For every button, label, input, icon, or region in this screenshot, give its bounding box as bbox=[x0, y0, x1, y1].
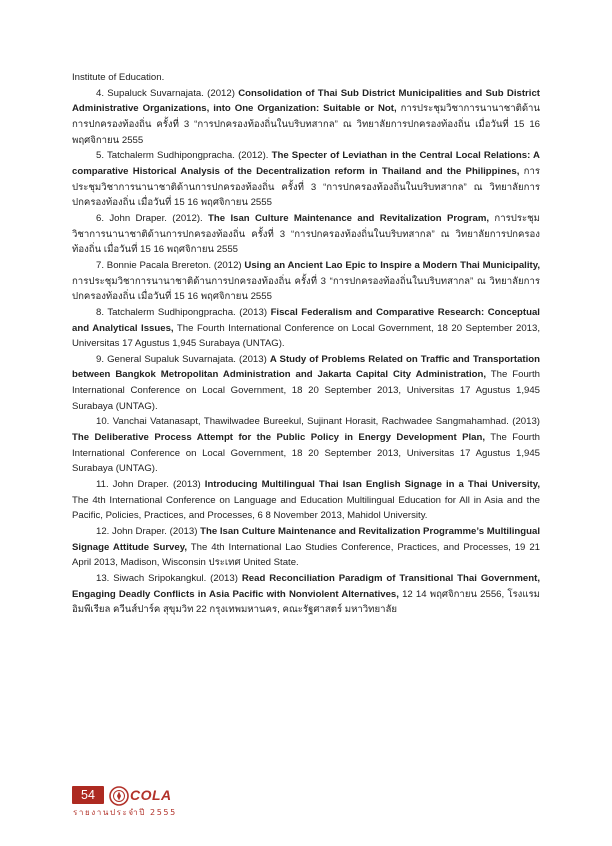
ref-venue: การประชุมวิชาการนานาชาติด้านการปกครองท้องถิ่น ครั้งที่ 3 “การปกครองท้องถิ่นในบริบทสากล” ณ วิทยาลัยการปกครองท้องถิ่น เมื่อวันที่ 15 16 พฤศจิกายน 2555 bbox=[72, 103, 540, 146]
reference-list bbox=[72, 70, 540, 618]
reference-11 bbox=[72, 477, 540, 524]
ref-venue: The Fourth International Conference on Local Government, 18 20 September 2013, Universitas 17 Agustus 1,945 Surabaya (UNTAG). bbox=[72, 322, 540, 350]
page-footer bbox=[72, 786, 232, 826]
ref-author: 12. John Draper. (2013) bbox=[96, 526, 201, 538]
ref-author: 8. Tatchalerm Sudhipongpracha. (2013) bbox=[96, 306, 271, 318]
ref-title: Using an Ancient Lao Epic to Inspire a Modern Thai Municipality, bbox=[244, 259, 540, 271]
reference-6 bbox=[72, 211, 540, 258]
ref-author: 7. Bonnie Pacala Brereton. (2012) bbox=[96, 259, 245, 271]
ref-title: Consolidation of Thai Sub District Municipalities and Sub District Administrative Organizations, into One Organization: Suitable or Not, bbox=[72, 87, 540, 115]
ref-author: 13. Siwach Sripokangkul. (2013) bbox=[96, 573, 242, 584]
ref-author: 4. Supaluck Suvarnajata. (2012) bbox=[96, 87, 239, 99]
reference-4 bbox=[72, 86, 540, 149]
ref-title: Fiscal Federalism and Comparative Research: Conceptual and Analytical Issues, bbox=[72, 306, 540, 334]
ref-title: The Isan Culture Maintenance and Revitalization Programme’s Multilingual Signage Attitude Survey, bbox=[72, 526, 541, 553]
reference-12 bbox=[72, 524, 540, 571]
ref-venue: 12 14 พฤศจิกายน 2556, โรงแรมอิมพีเรียล ควีนส์ปาร์ค สุขุมวิท 22 กรุงเทพมหานคร, คณะรัฐศาสตร์ มหาวิทยาลัย bbox=[72, 588, 540, 616]
reference-7 bbox=[72, 258, 540, 305]
reference-8 bbox=[72, 305, 540, 352]
ref-title: The Isan Culture Maintenance and Revitalization Program, bbox=[208, 212, 490, 224]
ref-author: 11. John Draper. (2013) bbox=[96, 479, 205, 491]
ref-venue: การประชุมวิชาการนานาชาติด้านการปกครองท้องถิ่น ครั้งที่ 3 “การปกครองท้องถิ่นในบริบทสากล” ณ วิทยาลัยการปกครองท้องถิ่น เมื่อวันที่ 15 16 พฤศจิกายน 2555 bbox=[72, 275, 540, 303]
ref-title: The Deliberative Process Attempt for the Public Policy in Energy Development Plan, bbox=[72, 432, 486, 444]
ref-author: 6. John Draper. (2012). bbox=[96, 212, 209, 224]
ref-title: The Specter of Leviathan in the Central Local Relations: A comparative Historical Analysis of the Decentralization reform in Thailand and the Philippines, bbox=[72, 150, 540, 177]
annual-report-label: รายงานประจำปี 2555 bbox=[73, 808, 177, 817]
reference-9 bbox=[72, 352, 540, 415]
ref-title: A Study of Problems Related on Traffic and Transportation between Bangkok Metropolitan Administration and Jakarta Capital City Administration, bbox=[72, 353, 540, 381]
ref-author: 9. General Supaluk Suvarnajata. (2013) bbox=[96, 353, 270, 365]
reference-13 bbox=[72, 571, 540, 618]
ref-author: 10. Vanchai Vatanasapt, Thawilwadee Bureekul, Sujinant Horasit, Rachwadee Sangmahamhad. (2013) bbox=[96, 416, 540, 428]
cola-logo: COLA bbox=[130, 787, 172, 803]
ref-venue: การประชุมวิชาการนานาชาติด้านการปกครองท้องถิ่น ครั้งที่ 3 “การปกครองท้องถิ่นในบริบทสากล” ณ วิทยาลัยการปกครองท้องถิ่น เมื่อวันที่ 15 16 พฤศจิกายน 2555 bbox=[72, 212, 541, 256]
page-number: 54 bbox=[72, 786, 104, 804]
lead-text: Institute of Education. bbox=[72, 72, 165, 83]
ref-title: Read Reconciliation Paradigm of Transitional Thai Government, Engaging Deadly Conflicts in Asia Pacific with Nonviolent Alternatives, bbox=[72, 573, 540, 600]
reference-10 bbox=[72, 414, 540, 477]
ref-title: Introducing Multilingual Thai Isan English Signage in a Thai University, bbox=[204, 479, 540, 491]
ref-venue: The Fourth International Conference on Local Government, 18 20 September 2013, Universitas 17 Agustus 1,945 Surabaya (UNTAG). bbox=[72, 369, 541, 412]
reference-5 bbox=[72, 148, 540, 211]
ref-author: 5. Tatchalerm Sudhipongpracha. (2012). bbox=[96, 150, 272, 162]
ref-venue: The 4th International Conference on Language and Education Multilingual Education for All in Asia and the Pacific, Policies, Practices, and Processes, 6 8 November 2013, Mahidol University. bbox=[72, 494, 540, 522]
ref-venue: The 4th International Lao Studies Conference, Practices, and Processes, 19 21 April 2013, Madison, Wisconsin ประเทศ United State. bbox=[72, 541, 541, 569]
college-seal-icon bbox=[109, 786, 129, 806]
ref-venue: การประชุมวิชาการนานาชาติด้านการปกครองท้องถิ่น ครั้งที่ 3 “การปกครองท้องถิ่นในบริบทสากล” ณ วิทยาลัยการปกครองท้องถิ่น เมื่อวันที่ 15 16 พฤศจิกายน 2555 bbox=[72, 165, 540, 209]
ref-venue: The Fourth International Conference on Local Government, 18 20 September 2013, Universitas 17 Agustus 1,945 Surabaya (UNTAG). bbox=[72, 432, 540, 475]
